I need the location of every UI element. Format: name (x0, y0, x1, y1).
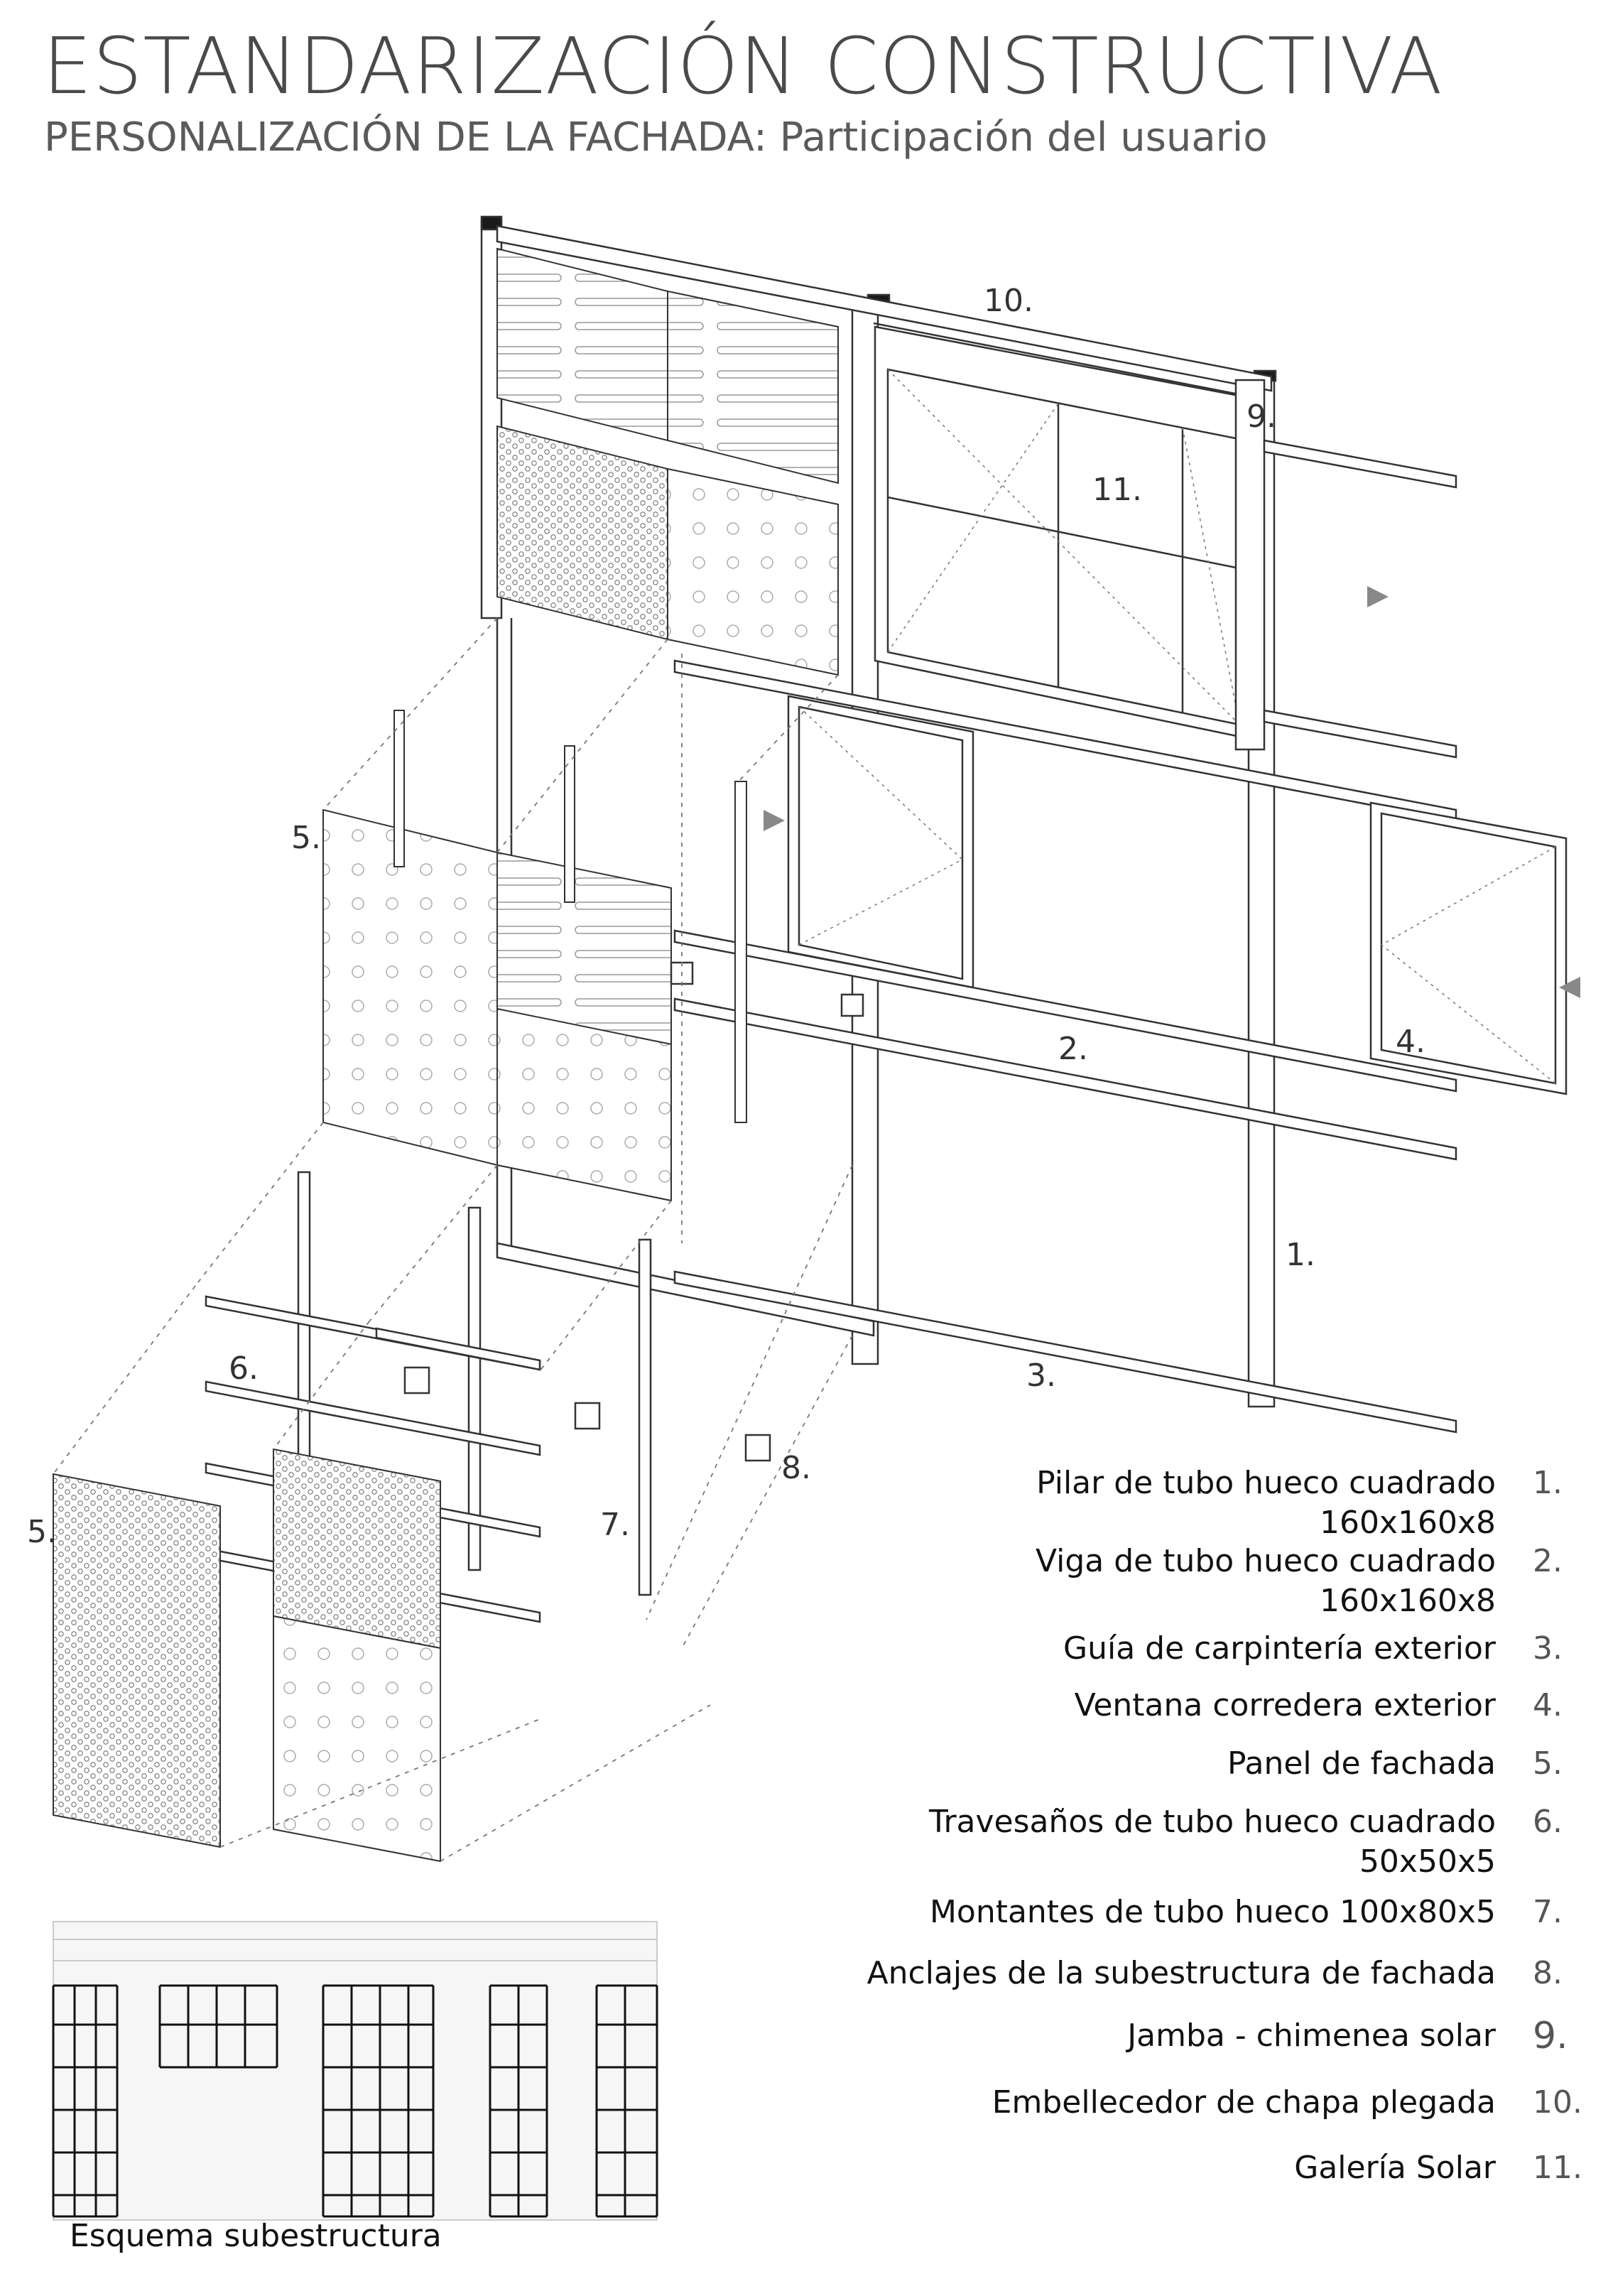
legend-item-2-label: Viga de tubo hueco cuadrado 160x160x8 (1035, 1543, 1496, 1619)
callout-7: 7. (600, 1507, 630, 1543)
callout-9: 9. (1246, 399, 1276, 435)
legend-item-4-label: Ventana corredera exterior (1074, 1687, 1496, 1723)
legend-item-4-number: 4. (1533, 1687, 1563, 1723)
legend-item-11-label: Galería Solar (1294, 2150, 1496, 2186)
callout-11: 11. (1092, 472, 1142, 508)
callout-4: 4. (1396, 1024, 1425, 1060)
legend-item-11-number: 11. (1533, 2150, 1582, 2186)
callout-3: 3. (1026, 1358, 1056, 1394)
legend-item-7-label: Montantes de tubo hueco 100x80x5 (929, 1894, 1496, 1930)
page-subtitle: PERSONALIZACIÓN DE LA FACHADA: Participación del usuario (44, 114, 1268, 161)
legend-item-8-number: 8. (1533, 1955, 1563, 1991)
legend-item-5-label: Panel de fachada (1227, 1745, 1496, 1782)
callout-5b: 5. (27, 1514, 57, 1550)
substructure-schema (53, 1922, 657, 2220)
callout-8: 8. (781, 1450, 811, 1486)
callout-5a: 5. (291, 820, 321, 856)
legend-item-1-number: 1. (1533, 1465, 1563, 1501)
legend-item-3-number: 3. (1533, 1630, 1563, 1667)
legend-item-9-label: Jamba - chimenea solar (1127, 2018, 1496, 2054)
lower-facade-panels (53, 1449, 440, 1861)
page-title: ESTANDARIZACIÓN CONSTRUCTIVA (43, 21, 1443, 112)
upper-facade-panels (497, 249, 838, 675)
legend-item-6-label: Travesaños de tubo hueco cuadrado 50x50x5 (929, 1804, 1496, 1880)
solar-gallery-window (875, 327, 1264, 749)
callout-2: 2. (1058, 1031, 1088, 1067)
legend-item-10-label: Embellecedor de chapa plegada (992, 2084, 1496, 2121)
legend-item-10-number: 10. (1533, 2084, 1582, 2121)
legend-item-5-number: 5. (1533, 1745, 1563, 1782)
middle-facade-panels (323, 710, 746, 1201)
callout-10: 10. (984, 283, 1033, 319)
legend-item-8-label: Anclajes de la subestructura de fachada (867, 1955, 1496, 1991)
legend-item-2-number: 2. (1533, 1543, 1563, 1579)
legend-item-1-label: Pilar de tubo hueco cuadrado 160x160x8 (1036, 1465, 1496, 1541)
legend-item-7-number: 7. (1533, 1894, 1563, 1930)
legend-item-9-number: 9. (1533, 2015, 1568, 2057)
legend-item-6-number: 6. (1533, 1804, 1563, 1840)
legend-item-3-label: Guía de carpintería exterior (1063, 1630, 1496, 1667)
callout-1: 1. (1286, 1237, 1315, 1273)
callout-6: 6. (229, 1350, 259, 1387)
schema-caption: Esquema subestructura (70, 2218, 442, 2254)
